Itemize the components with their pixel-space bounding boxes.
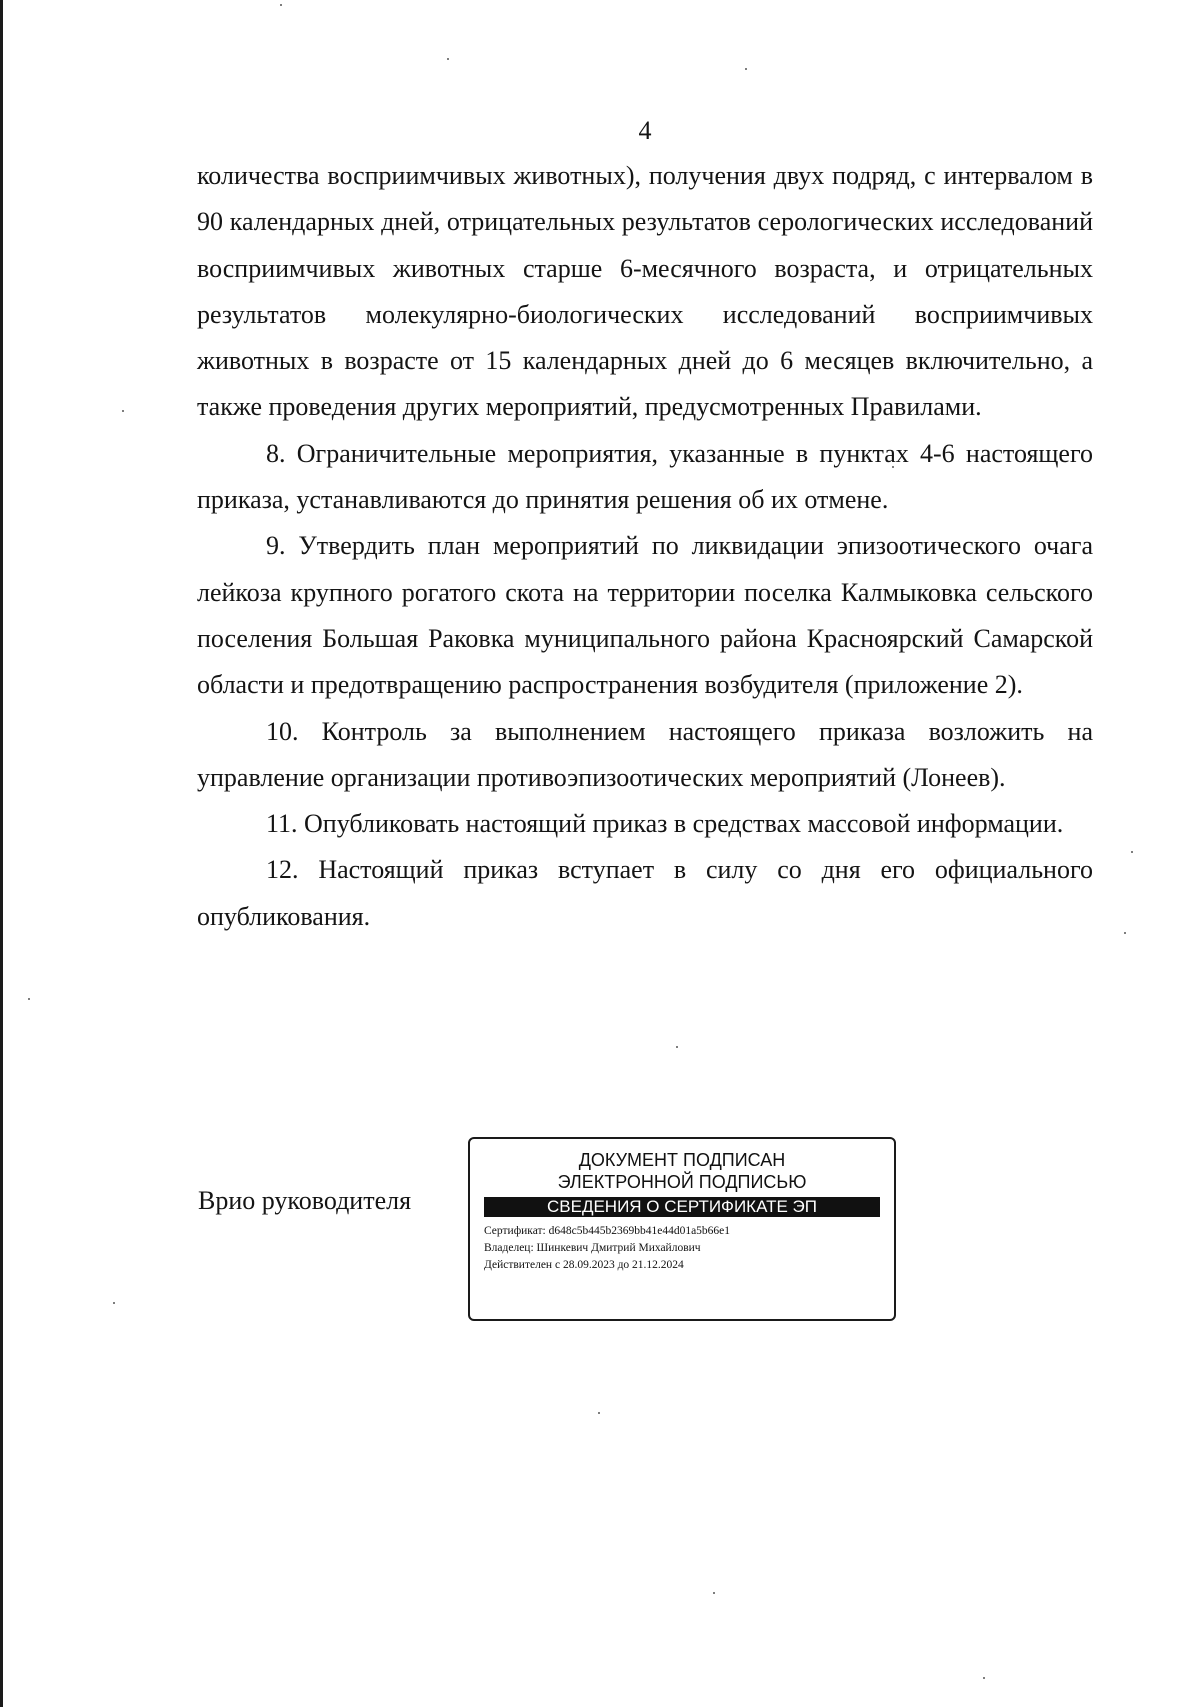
paragraph-item-9: 9. Утвердить план мероприятий по ликвидации эпизоотического очага лейкоза крупного рогатого скота на территории поселка Калмыковка сельского поселения Большая Раковка муниципального района Красноярский Самарской области и предотвращению распространения возбудителя (приложение 2). xyxy=(197,531,1093,700)
scan-left-edge xyxy=(0,0,3,1707)
stamp-owner: Владелец: Шинкевич Дмитрий Михайлович xyxy=(484,1242,701,1254)
paragraph-item-10: 10. Контроль за выполнением настоящего приказа возложить на управление организации противоэпизоотических мероприятий (Лонеев). xyxy=(197,716,1093,792)
stamp-certificate-bar: СВЕДЕНИЯ О СЕРТИФИКАТЕ ЭП xyxy=(484,1197,880,1217)
paragraph-item-8: 8. Ограничительные мероприятия, указанные в пунктах 4-6 настоящего приказа, устанавливаются до принятия решения об их отмене. xyxy=(197,438,1093,515)
scan-speck xyxy=(983,1677,985,1679)
paragraph-item-12: 12. Настоящий приказ вступает в силу со дня его официального опубликования. xyxy=(197,855,1093,931)
scan-speck xyxy=(676,1046,678,1048)
stamp-title-line1: ДОКУМЕНТ ПОДПИСАН xyxy=(578,1150,786,1170)
stamp-validity: Действителен с 28.09.2023 до 21.12.2024 xyxy=(484,1259,684,1271)
scan-speck xyxy=(28,998,30,1000)
stamp-title xyxy=(470,1149,894,1193)
stamp-certificate-number: Сертификат: d648c5b445b2369bb41e44d01a5b66e1 xyxy=(484,1225,731,1237)
paragraph-item-11: 11. Опубликовать настоящий приказ в средствах массовой информации. xyxy=(266,809,1064,839)
scan-speck xyxy=(280,4,282,6)
scan-speck xyxy=(447,58,449,60)
electronic-signature-stamp xyxy=(468,1137,896,1321)
scan-speck xyxy=(598,1412,600,1414)
scan-speck xyxy=(1124,932,1126,934)
document-body xyxy=(197,153,1093,940)
paragraph-continuation: количества восприимчивых животных), получения двух подряд, с интервалом в 90 календарных дней, отрицательных результатов серологических исследований восприимчивых животных старше 6-месячного возраста, и отрицательных результатов молекулярно-биологических исследований восприимчивых животных в возрасте от 15 календарных дней до 6 месяцев включительно, а также проведения других мероприятий, предусмотренных Правилами. xyxy=(197,161,1093,422)
scan-speck xyxy=(1131,851,1133,853)
page-number: 4 xyxy=(638,116,652,145)
stamp-details xyxy=(484,1223,880,1274)
scan-speck xyxy=(745,68,747,70)
stamp-title-line2: ЭЛЕКТРОННОЙ ПОДПИСЬЮ xyxy=(557,1172,807,1192)
scan-speck xyxy=(113,1302,115,1304)
signer-role: Врио руководителя xyxy=(198,1186,412,1215)
scan-speck xyxy=(713,1592,715,1594)
scan-speck xyxy=(122,410,124,412)
